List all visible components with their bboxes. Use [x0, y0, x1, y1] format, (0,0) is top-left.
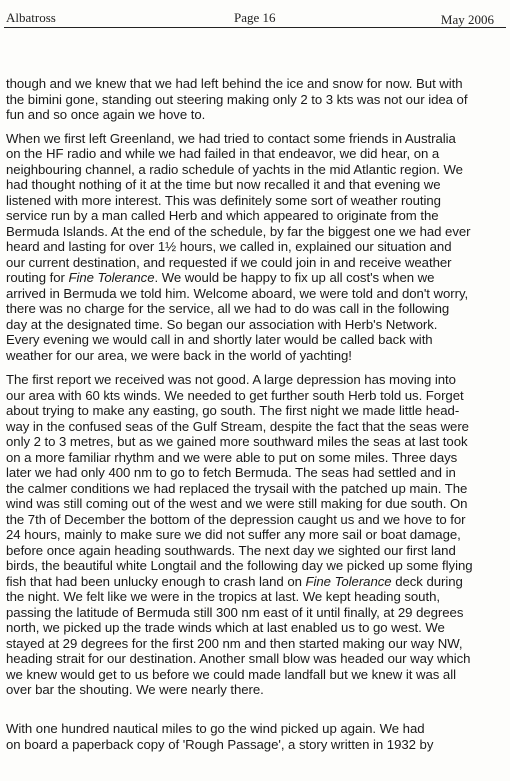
paragraph-2 [6, 131, 502, 364]
text-line: the calmer conditions we had replaced the trysail with the patched up main. The [6, 480, 468, 496]
text-line: there was no charge for the service, all we had to do was call in the following [6, 301, 450, 316]
paragraph-3 [6, 372, 502, 698]
text-line: though and we knew that we had left behind the ice and snow for now. But with [6, 76, 463, 91]
text-line: we knew would get to us before we could made landfall but we knew it was all [6, 666, 456, 682]
text-line: the bimini gone, standing out steering making only 2 to 3 kts was not our idea of [6, 91, 468, 107]
article-body [6, 76, 502, 752]
text-line: north, we picked up the trade winds which at last enabled us to go west. We [6, 620, 445, 635]
text-line: way in the confused seas of the Gulf Stream, despite the fact that the seas were [6, 418, 469, 434]
text-line: had thought nothing of it at the time but now recalled it and that evening we [6, 177, 441, 192]
text-line: 24 hours, mainly to make sure we did not suffer any more sail or boat damage, [6, 527, 461, 542]
text-line: wind was still coming out of the west and we were still making for due south. On [6, 496, 468, 511]
text-line: neighbouring channel, a radio schedule of yachts in the mid Atlantic region. We [6, 161, 463, 177]
text-line: Bermuda Islands. At the end of the schedule, by far the biggest one we had ever [6, 223, 471, 239]
text-line: heard and lasting for over 1½ hours, we called in, explained our situation and [6, 239, 452, 254]
vessel-name: Fine Tolerance [68, 270, 155, 285]
text-line: only 2 to 3 metres, but as we gained more southward miles the seas at last took [6, 434, 468, 449]
text-line: service run by a man called Herb and which appeared to originate from the [6, 208, 439, 223]
text-line: listened with more interest. This was definitely some sort of weather routing [6, 192, 441, 208]
text-line: The first report we received was not good. A large depression has moving into [6, 372, 456, 387]
text-line: birds, the beautiful white Longtail and the following day we picked up some flying [6, 558, 473, 573]
text-line: later we had only 400 nm to go to fetch Bermuda. The seas had settled and in [6, 465, 456, 480]
vessel-name: Fine Tolerance [305, 573, 392, 589]
text-line: on board a paperback copy of 'Rough Passage', a story written in 1932 by [6, 736, 434, 752]
text-line: Every evening we would call in and shortly later would be called back with [6, 332, 433, 347]
text-line: the night. We felt like we were in the tropics at last. We kept heading south, [6, 589, 440, 604]
text-line: passing the latitude of Bermuda still 300 nm east of it until finally, at 29 degrees [6, 604, 464, 620]
paragraph-4 [6, 721, 433, 752]
publication-name: Albatross [6, 10, 56, 25]
text-line: fish that had been unlucky enough to crash land on Fine Tolerance deck during [6, 573, 463, 589]
issue-date: May 2006 [440, 12, 494, 27]
text-line: day at the designated time. So began our association with Herb's Network. [6, 316, 438, 332]
text-line: our area with 60 kts winds. We needed to get further south Herb told us. Forget [6, 387, 464, 403]
text-line: heading strait for our destination. Another small blow was headed our way which [6, 651, 471, 666]
header-rule [4, 27, 506, 28]
text-line: over bar the shouting. We were nearly there. [6, 682, 264, 697]
text-line: When we first left Greenland, we had tried to contact some friends in Australia [6, 130, 456, 146]
text-line: stayed at 29 degrees for the first 200 nm and then started making our way NW, [6, 635, 463, 651]
text-line: on the HF radio and while we had failed in that endeavor, we did hear, on a [6, 146, 440, 161]
text-line: weather for our area, we were back in the world of yachting! [6, 347, 352, 363]
text-line: With one hundred nautical miles to go the wind picked up again. We had [6, 721, 425, 736]
text-line: on a more familiar rhythm and we were able to put on some miles. Three days [6, 449, 458, 465]
text-line: before once again heading southwards. The next day we sighted our first land [6, 542, 456, 558]
paragraph-1 [6, 76, 502, 123]
page-number: Page 16 [234, 10, 276, 25]
text-line: about trying to make any easting, go south. The first night we made little head- [6, 403, 460, 418]
text-line: the 7th of December the bottom of the depression caught us and we hove to for [6, 511, 466, 527]
text-line: routing for Fine Tolerance. We would be happy to fix up all cost's when we [6, 270, 435, 285]
text-line: fun and so once again we hove to. [6, 107, 206, 122]
text-line: arrived in Bermuda we told him. Welcome aboard, we were told and don't worry, [6, 285, 469, 301]
text-line: our current destination, and requested if we could join in and receive weather [6, 254, 452, 270]
